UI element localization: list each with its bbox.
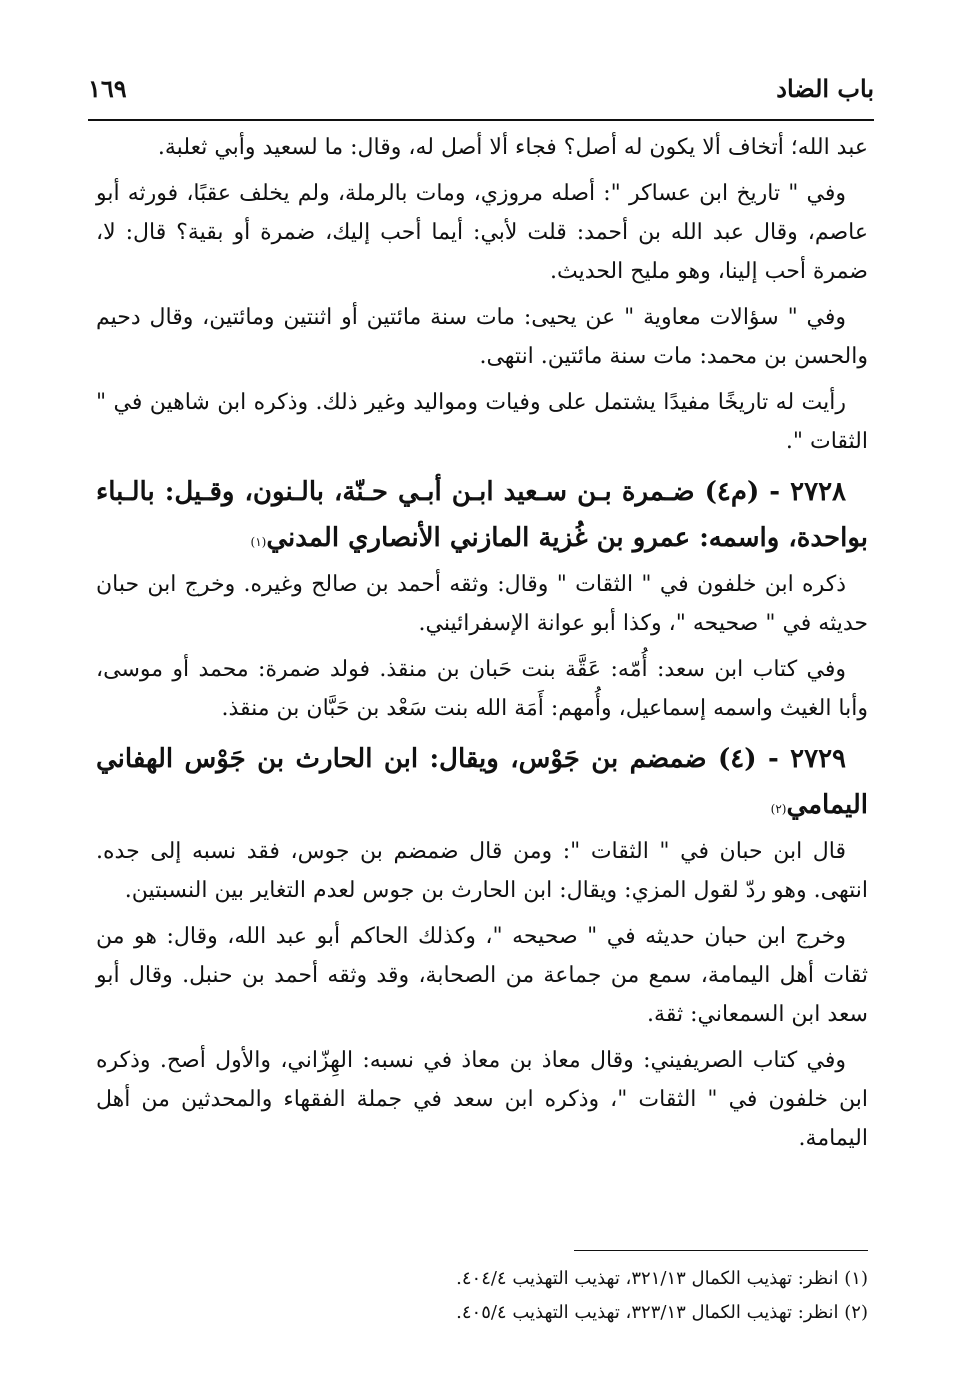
biography-entry-heading xyxy=(96,469,868,561)
footnotes xyxy=(96,1262,868,1330)
paragraph: وفي كتاب الصريفيني: وقال معاذ بن معاذ في نسبه: الهِزّاني، والأول أصح. وذكره ابن خلفون في " الثقات "، وذكره ابن سعد في جملة الفقهاء والمحدثين من أهل اليمامة. xyxy=(96,1048,868,1151)
footnote-marker: (٢) xyxy=(770,802,787,816)
paragraph: وفي كتاب ابن سعد: أُمّه: عَقَّة بنت حَبان بن منقذ. فولد ضمرة: محمد أو موسى، وأبا الغيث واسمه إسماعيل، وأُمهم: أَمَة الله بنت سَعْد بن حَبَّان بن منقذ. xyxy=(96,657,868,721)
footnote: (١) انظر: تهذيب الكمال ٣٢١/١٣، تهذيب التهذيب ٤٠٤/٤. xyxy=(456,1268,868,1289)
biography-entry-heading xyxy=(96,736,868,828)
header-rule xyxy=(88,119,874,121)
footnote-rule xyxy=(574,1250,868,1251)
main-text xyxy=(96,128,868,1165)
paragraph: قال ابن حبان في " الثقات ": ومن قال ضمضم بن جوس، فقد نسبه إلى جده. انتهى. وهو ردّ لقول المزي: ويقال: ابن الحارث بن جوس لعدم التغاير بين النسبتين. xyxy=(96,839,868,903)
footnote: (٢) انظر: تهذيب الكمال ٣٢٣/١٣، تهذيب التهذيب ٤٠٥/٤. xyxy=(456,1302,868,1323)
page-number: ١٦٩ xyxy=(88,74,127,103)
paragraph: وفي " تاريخ ابن عساكر ": أصله مروزي، ومات بالرملة، ولم يخلف عقبًا، فورثه أبو عاصم، وقال عبد الله بن أحمد: قلت لأبي: أيما أحب إليك، ضمرة أو بقية؟ قال: لا، ضمرة أحب إلينا، وهو مليح الحديث. xyxy=(96,181,868,284)
footnote-marker: (١) xyxy=(250,535,267,549)
paragraph: عبد الله؛ أتخاف ألا يكون له أصل؟ فجاء ألا أصل له، وقال: ما لسعيد وأبي ثعلبة. xyxy=(157,135,868,160)
chapter-title: باب الضاد xyxy=(776,74,874,103)
entry-heading-text: ٢٧٢٨ - (م٤) ضـمرة بـن سـعيد ابـن أبـي حـنّة، بالـنون، وقـيل: بالـباء بواحدة، واسمه: عمرو بن غُزية المازني الأنصاري المدني xyxy=(96,477,868,553)
paragraph: وخرج ابن حبان حديثه في " صحيحه "، وكذلك الحاكم أبو عبد الله، وقال: هو من ثقات أهل اليمامة، سمع من جماعة من الصحابة، وقد وثقه أحمد بن حنبل. وقال أبو سعد ابن السمعاني: ثقة. xyxy=(96,924,868,1027)
paragraph: وفي " سؤالات معاوية " عن يحيى: مات سنة مائتين أو اثنتين ومائتين، وقال دحيم والحسن بن محمد: مات سنة مائتين. انتهى. xyxy=(96,305,868,369)
paragraph: رأيت له تاريخًا مفيدًا يشتمل على وفيات ومواليد وغير ذلك. وذكره ابن شاهين في " الثقات ". xyxy=(96,390,868,454)
entry-heading-text: ٢٧٢٩ - (٤) ضمضم بن جَوْس، ويقال: ابن الحارث بن جَوْس الهفاني اليمامي xyxy=(96,744,868,820)
paragraph: ذكره ابن خلفون في " الثقات " وقال: وثقه أحمد بن صالح وغيره. وخرج ابن حبان حديثه في " صحيحه "، وكذا أبو عوانة الإسفرائيني. xyxy=(96,572,868,636)
running-header xyxy=(88,72,874,112)
